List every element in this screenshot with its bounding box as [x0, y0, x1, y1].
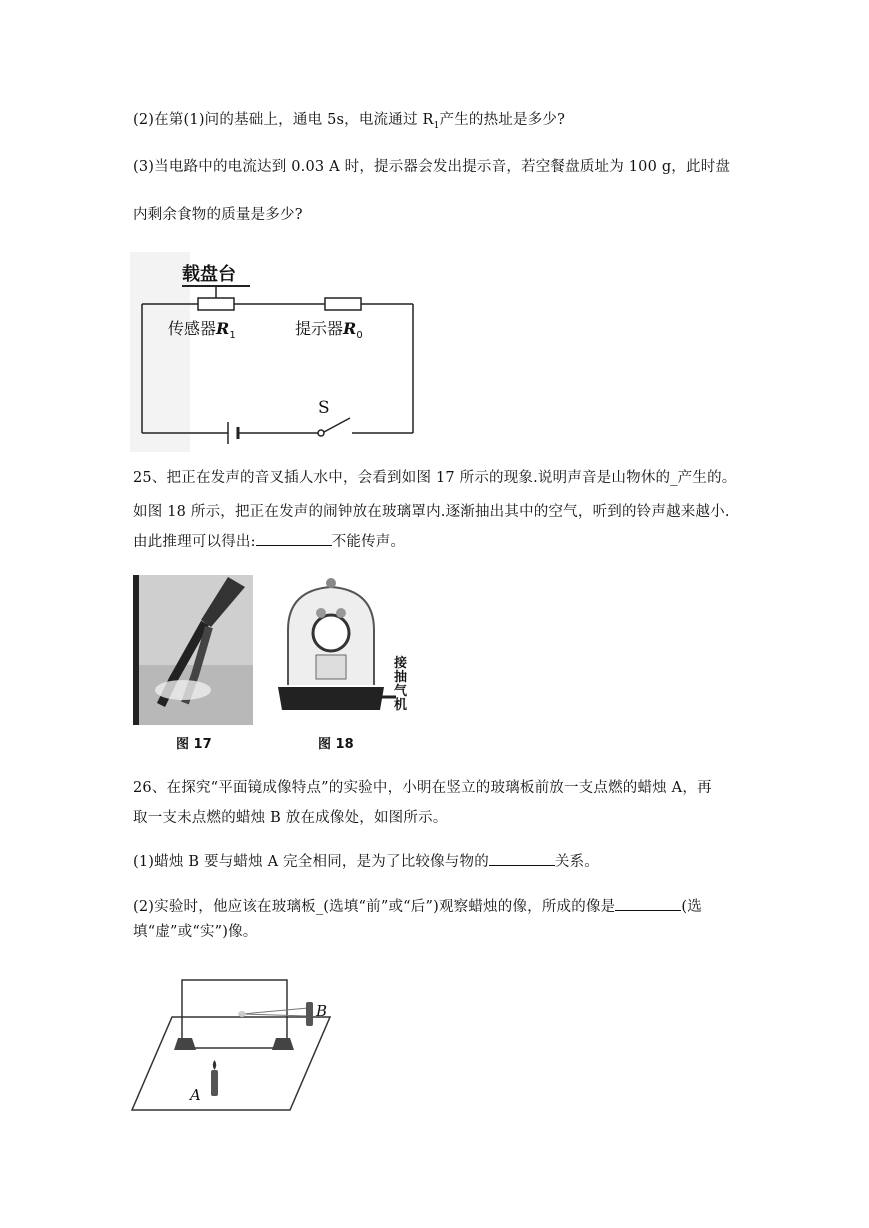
fig17-edge — [133, 575, 139, 725]
switch-contact — [318, 430, 324, 436]
mirror-svg — [130, 972, 350, 1117]
sensor-label-text: 传感器 — [168, 319, 217, 338]
sensor-label — [168, 316, 236, 341]
q25-line3 — [133, 530, 405, 551]
mirror-experiment-diagram — [130, 972, 350, 1117]
candle-b-label: B — [316, 1002, 328, 1020]
alarm-label — [295, 316, 363, 341]
q24-part3-line1: (3)当电路中的电流达到 0.03 A 时，提示器会发出提示音，若空餐盘质址为 100 g，此时盘 — [133, 159, 731, 175]
circuit-diagram — [130, 252, 420, 452]
pump-label-4: 机 — [394, 698, 408, 713]
alarm-subscript: 0 — [356, 330, 363, 342]
table-plane — [132, 1017, 330, 1110]
q26-part2-line1 — [133, 895, 702, 916]
alarm-label-text: 提示器 — [295, 319, 344, 338]
fig18-stand — [316, 655, 346, 679]
sight-line-2 — [242, 1014, 308, 1016]
sensor-symbol: R — [216, 319, 230, 338]
fig18-jar-knob — [326, 578, 336, 588]
sight-line-1 — [242, 1008, 308, 1014]
circuit-svg — [130, 252, 420, 452]
q25-line1: 25、把正在发声的音叉插人水中，会看到如图 17 所示的现象.说明声音是山物休的_产生的。 — [133, 470, 737, 486]
pump-label-3: 气 — [394, 684, 408, 699]
q25-line3-text-b: 不能传声。 — [331, 534, 406, 550]
figure-17-svg — [133, 575, 253, 725]
switch-label: S — [318, 398, 330, 418]
fig18-bell-left — [316, 608, 326, 618]
glass-plate — [182, 980, 287, 1048]
q26-part2-line2: 填“虚”或“实”)像。 — [133, 924, 258, 940]
q24-part2-text-b: 产生的热址是多少? — [439, 112, 566, 128]
alarm-symbol: R — [343, 319, 357, 338]
q25-line3-text-a: 由此推理可以得出: — [133, 534, 256, 550]
sensor-subscript: 1 — [229, 330, 236, 342]
alarm-resistor — [325, 298, 361, 310]
figure-17-caption: 图 17 — [176, 737, 212, 752]
q26-part2-text-b: (选 — [681, 899, 702, 915]
fig18-clock — [313, 615, 349, 651]
plate-support-left — [174, 1038, 196, 1050]
pump-label — [394, 657, 407, 713]
fig17-splash — [155, 680, 211, 700]
candle-a — [211, 1070, 218, 1096]
q24-part3-line2: 内剩余食物的质量是多少? — [133, 207, 303, 223]
sensor-resistor — [198, 298, 234, 310]
q26-part1-text-b: 关系。 — [554, 854, 600, 870]
q26-part2-answer-blank[interactable] — [615, 896, 681, 911]
pump-label-1: 接 — [394, 656, 408, 671]
q26-part1-text-a: (1)蜡烛 B 要与蜡烛 A 完全相同，是为了比较像与物的 — [133, 854, 489, 870]
q25-answer-blank[interactable] — [256, 531, 332, 546]
plate-support-right — [272, 1038, 294, 1050]
q26-line2: 取一支未点燃的蜡烛 B 放在成像处，如图所示。 — [133, 810, 448, 826]
q25-line2: 如图 18 所示，把正在发声的闹钟放在玻璃罩内.逐渐抽出其中的空气，听到的铃声越来越小. — [133, 504, 730, 520]
candle-a-label: A — [190, 1086, 201, 1104]
tray-label: 载盘台 — [182, 264, 236, 285]
q24-part2 — [133, 108, 565, 131]
q26-line1: 26、在探究“平面镜成像特点”的实验中，小明在竖立的玻璃板前放一支点燃的蜡烛 A，再 — [133, 780, 712, 796]
watermark-smudge — [130, 252, 190, 452]
q26-part1-answer-blank[interactable] — [489, 851, 555, 866]
switch-lever — [324, 418, 350, 432]
q26-part2-text-a: (2)实验时，他应该在玻璃板_(选填“前”或“后”)观察蜡烛的像，所成的像是 — [133, 899, 616, 915]
fig18-base — [278, 687, 384, 710]
q24-part2-subscript: 1 — [433, 120, 440, 131]
candle-image — [238, 1011, 246, 1017]
pump-label-2: 抽 — [394, 670, 408, 685]
q26-part1 — [133, 850, 599, 871]
q24-part2-text-a: (2)在第(1)问的基础上，通电 5s，电流通过 R — [133, 112, 434, 128]
fig18-bell-right — [336, 608, 346, 618]
candle-b — [306, 1002, 313, 1026]
figure-18-caption: 图 18 — [318, 737, 354, 752]
candle-a-flame-icon — [213, 1060, 217, 1070]
figure-18-photo — [276, 575, 416, 725]
figure-17-photo — [133, 575, 253, 725]
